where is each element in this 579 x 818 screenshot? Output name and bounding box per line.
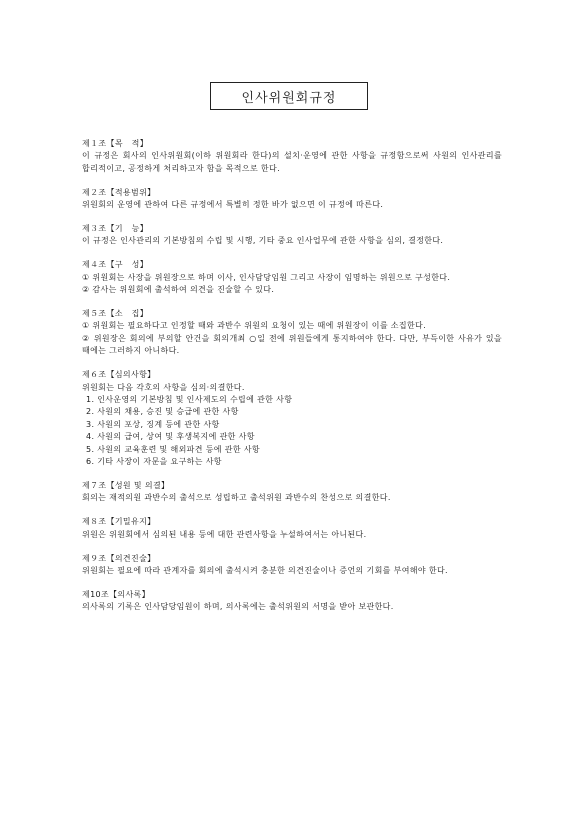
list-item: 1. 인사운영의 기본방침 및 인사제도의 수립에 관한 사항 — [86, 395, 293, 404]
article-heading: 제５조【소 집】 — [82, 309, 149, 319]
article-heading: 제３조【기 능】 — [82, 224, 149, 234]
list-item: 3. 사원의 포상, 징계 등에 관한 사항 — [86, 419, 220, 429]
document-title: 인사위원회규정 — [210, 82, 368, 110]
article-paragraph: ① 위원회는 사장을 위원장으로 하며 이사, 인사담당임원 그리고 사장이 임명하는 위원으로 구성한다. — [82, 272, 451, 282]
article-heading: 제１조【목 적】 — [82, 139, 149, 148]
article-paragraph: 이 규정은 회사의 인사위원회(이하 위원회라 한다)의 설치·운영에 관한 사항을 규정함으로써 사원의 인사관리를 합리적이고, 공정하게 처리하고자 함을 목적으로 한다. — [82, 151, 502, 173]
article-1 — [82, 138, 502, 175]
article-paragraph: 의사록의 기록은 인사담당임원이 하며, 의사록에는 출석위원의 서명을 받아 보관한다. — [82, 602, 394, 612]
article-heading: 제７조【성원 및 의결】 — [82, 480, 170, 490]
article-heading: 제２조【적용범위】 — [82, 187, 156, 197]
article-6 — [82, 369, 502, 468]
article-paragraph: 회의는 재적의원 과반수의 출석으로 성립하고 출석위원 과반수의 찬성으로 의결한다. — [82, 493, 391, 503]
article-5 — [82, 308, 502, 358]
article-heading: 제６조【심의사항】 — [82, 370, 156, 380]
article-4 — [82, 259, 502, 296]
article-paragraph: 위원회는 다음 각호의 사항을 심의·의결한다. — [82, 382, 245, 392]
article-8 — [82, 516, 502, 541]
list-item: 4. 사원의 급여, 상여 및 후생복지에 관한 사항 — [86, 432, 255, 442]
article-paragraph: 이 규정은 인사관리의 기본방침의 수립 및 시행, 기타 중요 인사업무에 관한 사항을 심의, 결정한다. — [82, 236, 444, 246]
article-9 — [82, 553, 502, 578]
article-paragraph: ② 감사는 위원회에 출석하여 의견을 진술할 수 있다. — [82, 285, 275, 295]
article-paragraph: 위원회의 운영에 관하여 다른 규정에서 특별히 정한 바가 없으면 이 규정에 따른다. — [82, 200, 384, 210]
article-2 — [82, 187, 502, 212]
article-10 — [82, 589, 502, 614]
article-paragraph: 위원은 위원회에서 심의된 내용 등에 대한 관련사항을 누설하여서는 아니된다. — [82, 529, 367, 539]
list-item: 2. 사원의 채용, 승진 및 승급에 관한 사항 — [86, 407, 239, 417]
article-heading: 제９조【의견진술】 — [82, 553, 156, 563]
list-item: 6. 기타 사장이 자문을 요구하는 사항 — [86, 457, 222, 467]
article-7 — [82, 480, 502, 505]
article-paragraph: ② 위원장은 회의에 부의할 안건을 회의개최 ○일 전에 위원들에게 통지하여야 한다. 다만, 부득이한 사유가 있을 때에는 그러하지 아니하다. — [82, 333, 502, 356]
article-heading: 제８조【기밀유지】 — [82, 517, 156, 527]
article-paragraph: 위원회는 필요에 따라 관계자를 회의에 출석시켜 충분한 의견진술이나 증언의 기회를 부여해야 한다. — [82, 565, 448, 575]
article-3 — [82, 223, 502, 248]
article-heading: 제10조【의사록】 — [82, 589, 150, 599]
document-body — [82, 138, 502, 625]
article-heading: 제４조【구 성】 — [82, 260, 149, 270]
article-paragraph: ① 위원회는 필요하다고 인정할 때와 과반수 위원의 요청이 있는 때에 위원장이 이를 소집한다. — [82, 321, 427, 331]
list-item: 5. 사원의 교육훈련 및 해외파견 등에 관한 사항 — [86, 444, 260, 454]
